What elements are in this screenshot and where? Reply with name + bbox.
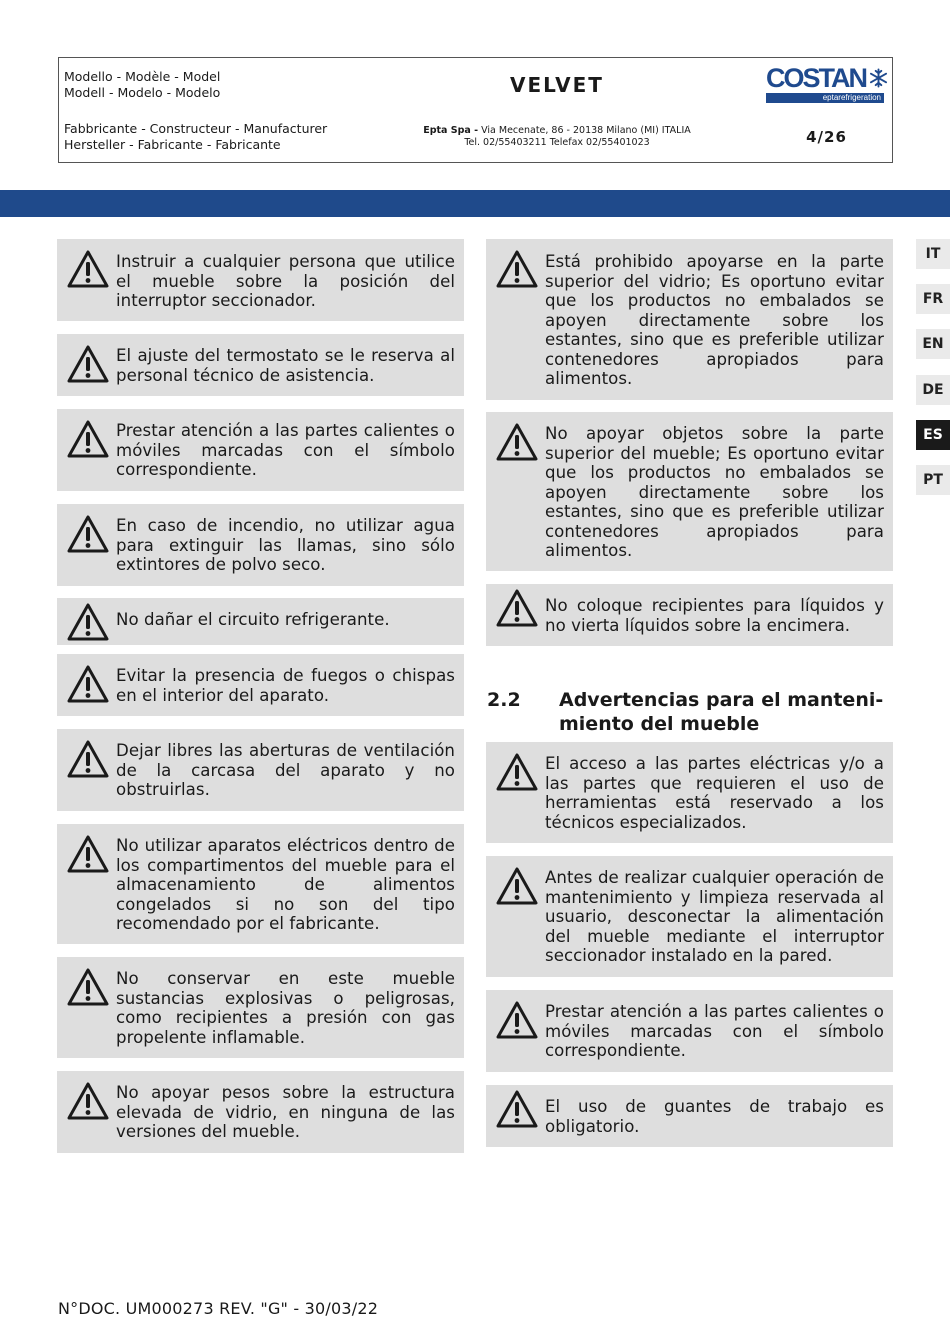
header-divider-bar — [0, 190, 950, 217]
model-labels — [59, 58, 353, 112]
warning-text: El ajuste del termostato se le reserva al personal técnico de asistencia. — [116, 346, 455, 385]
snowflake-icon — [869, 67, 888, 89]
logo-subtitle: eptarefrigeration — [766, 93, 884, 103]
manufacturer-label-line-1: Fabbricante - Constructeur - Manufacturer — [64, 121, 328, 136]
section-title-line-1: Advertencias para el manteni- — [559, 689, 884, 711]
manufacturer-company: Epta Spa - — [423, 125, 479, 136]
warning-icon — [66, 1081, 110, 1121]
warning-box — [486, 856, 893, 977]
warning-icon — [66, 514, 110, 554]
warning-text: No utilizar aparatos eléctricos dentro de los compartimentos del mueble para el almacenamiento de alimentos congelados si no son del tipo recomendado por el fabricante. — [116, 836, 455, 933]
warning-box — [486, 990, 893, 1072]
language-tab-es[interactable]: ES — [916, 420, 950, 450]
model-label-line-2: Modell - Modelo - Modelo — [64, 85, 221, 100]
warning-box — [486, 584, 893, 646]
warning-text: Prestar atención a las partes calientes o móviles marcadas con el símbolo correspondiente. — [545, 1002, 884, 1060]
document-number-footer: N°DOC. UM000273 REV. "G" - 30/03/22 — [58, 1299, 379, 1318]
warning-text: No conservar en este mueble sustancias explosivas o peligrosas, como recipientes a presión con gas propelente inflamable. — [116, 969, 455, 1047]
model-value: VELVET — [510, 73, 604, 97]
warning-icon — [66, 739, 110, 779]
warning-box — [57, 729, 464, 811]
language-tab-fr[interactable]: FR — [916, 284, 950, 314]
warning-text: El uso de guantes de trabajo es obligatorio. — [545, 1097, 884, 1136]
manufacturer-address: Via Mecenate, 86 - 20138 Milano (MI) ITALIA — [478, 125, 691, 136]
warning-icon — [66, 664, 110, 704]
section-title — [559, 688, 889, 736]
warning-text: Está prohibido apoyarse en la parte superior del vidrio; Es oportuno evitar que los productos no embalados se apoyen directamente sobre los estantes, sino que es preferible utilizar contenedores apropiados para alimentos. — [545, 252, 884, 388]
warning-icon — [495, 1089, 539, 1129]
warning-box — [57, 409, 464, 491]
warning-text: No apoyar pesos sobre la estructura elevada de vidrio, en ninguna de las versiones del mueble. — [116, 1083, 455, 1141]
warning-icon — [66, 967, 110, 1007]
warning-text: Evitar la presencia de fuegos o chispas en el interior del aparato. — [116, 666, 455, 705]
warning-text: El acceso a las partes eléctricas y/o a las partes que requieren el uso de herramientas está reservado a los técnicos especializados. — [545, 754, 884, 832]
warning-text: Prestar atención a las partes calientes o móviles marcadas con el símbolo correspondiente. — [116, 421, 455, 479]
warning-icon — [495, 1000, 539, 1040]
warning-box — [486, 239, 893, 400]
warning-box — [57, 654, 464, 716]
warning-icon — [495, 249, 539, 289]
language-tab-it[interactable]: IT — [916, 239, 950, 269]
warning-box — [57, 598, 464, 645]
warning-icon — [66, 344, 110, 384]
warning-box — [486, 1085, 893, 1147]
warning-box — [486, 412, 893, 571]
warning-icon — [495, 866, 539, 906]
language-tab-pt[interactable]: PT — [916, 465, 950, 495]
warning-icon — [495, 588, 539, 628]
model-label-line-1: Modello - Modèle - Model — [64, 69, 221, 84]
brand-logo — [761, 58, 892, 112]
manufacturer-labels — [59, 112, 353, 162]
warning-box — [486, 742, 893, 843]
warning-text: Dejar libres las aberturas de ventilación de la carcasa del aparato y no obstruirlas. — [116, 741, 455, 799]
warning-text: Antes de realizar cualquier operación de mantenimiento y limpieza reservada al usuario, desconectar la alimentación del mueble mediante el interruptor seccionador instalado en la pared. — [545, 868, 884, 965]
logo-text: COSTAN — [766, 63, 866, 93]
language-tab-en[interactable]: EN — [916, 329, 950, 359]
warning-icon — [66, 419, 110, 459]
warning-box — [57, 957, 464, 1058]
warning-text: En caso de incendio, no utilizar agua para extinguir las llamas, sino sólo extintores de polvo seco. — [116, 516, 455, 574]
warning-icon — [66, 249, 110, 289]
warning-text: No coloque recipientes para líquidos y no vierta líquidos sobre la encimera. — [545, 596, 884, 635]
warning-text: Instruir a cualquier persona que utilice el mueble sobre la posición del interruptor seccionador. — [116, 252, 455, 310]
manufacturer-info — [353, 112, 761, 162]
warning-box — [57, 504, 464, 586]
warning-text: No dañar el circuito refrigerante. — [116, 610, 390, 629]
manufacturer-label-line-2: Hersteller - Fabricante - Fabricante — [64, 137, 281, 152]
warning-box — [57, 1071, 464, 1153]
warning-icon — [495, 422, 539, 462]
language-tab-de[interactable]: DE — [916, 375, 950, 405]
document-header — [58, 57, 893, 163]
warning-box — [57, 334, 464, 396]
manufacturer-phone: Tel. 02/55403211 Telefax 02/55401023 — [464, 137, 650, 148]
warning-icon — [495, 752, 539, 792]
warning-text: No apoyar objetos sobre la parte superior del mueble; Es oportuno evitar que los productos no embalados se apoyen directamente sobre los estantes, sino que es preferible utilizar contenedores apropiados para alimentos. — [545, 424, 884, 560]
section-number: 2.2 — [487, 689, 521, 711]
warning-box — [57, 239, 464, 321]
warning-icon — [66, 602, 110, 642]
section-title-line-2: miento del mueble — [559, 713, 760, 735]
warning-icon — [66, 834, 110, 874]
warning-box — [57, 824, 464, 944]
page-number: 4/26 — [806, 128, 847, 146]
